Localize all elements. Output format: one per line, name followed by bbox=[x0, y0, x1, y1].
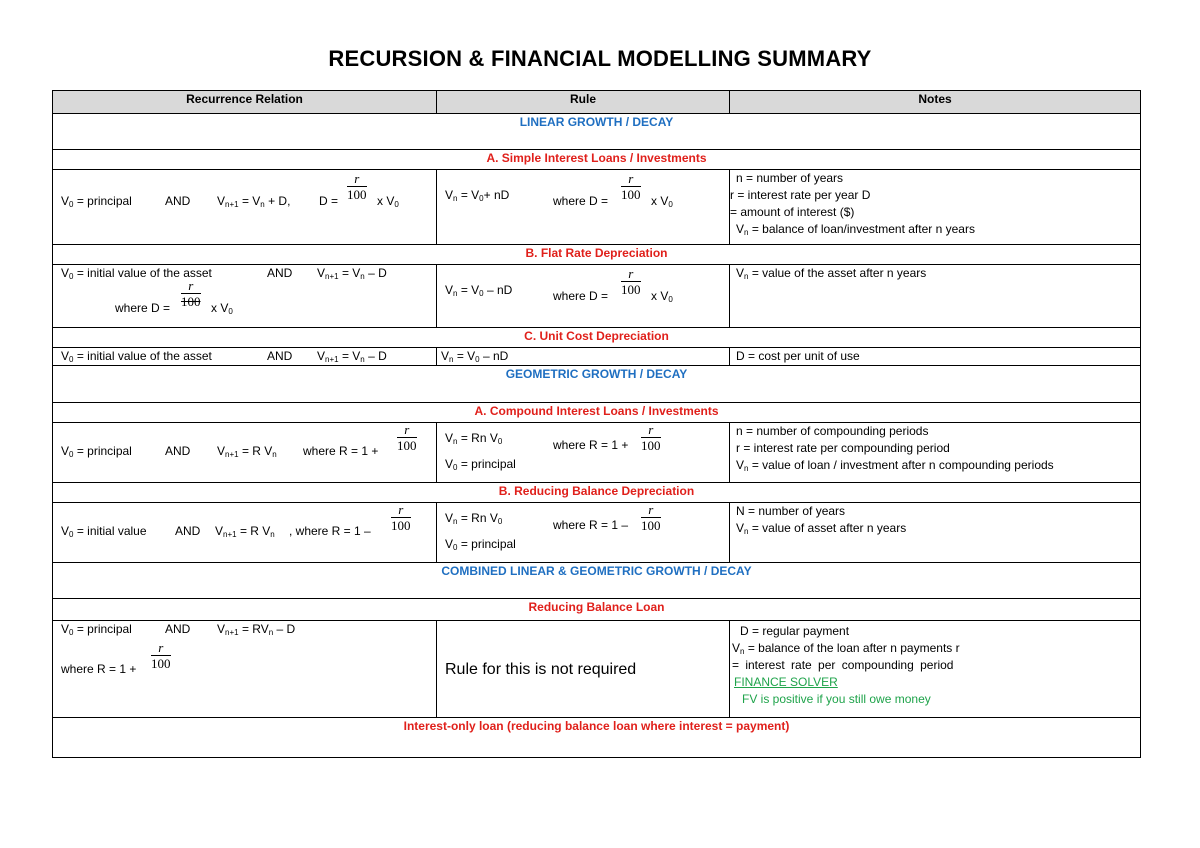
section-linear: LINEAR GROWTH / DECAY bbox=[53, 114, 1141, 150]
unit-cost-rule: $V_n = V_0$ – nD bbox=[437, 348, 730, 366]
summary-table bbox=[52, 90, 1141, 758]
heading-unit-cost: C. Unit Cost Depreciation bbox=[53, 328, 1141, 348]
simple-interest-rule: $V_n = V_0+$ nD where D = $\frac{r}{100}$ x $V_0$ bbox=[437, 170, 730, 245]
interest-only-loan: Interest-only loan (reducing balance loan where interest = payment) bbox=[53, 718, 1141, 758]
row-flat-rate bbox=[53, 265, 1141, 328]
header-notes: Notes bbox=[730, 91, 1141, 114]
flat-rate-rule: $V_n = V_0$ – nD where D = $\frac{r}{100}$ x $V_0$ bbox=[437, 265, 730, 328]
unit-cost-recurrence: $V_0$ = initial value of the asset AND $V_{n+1} = V_n - D$ bbox=[53, 348, 437, 366]
fraction-r-over-100: $\frac{r}{100}$ bbox=[397, 422, 417, 453]
row-simple-interest bbox=[53, 170, 1141, 245]
row-compound bbox=[53, 423, 1141, 483]
heading-compound: A. Compound Interest Loans / Investments bbox=[53, 403, 1141, 423]
reducing-depreciation-rule: $V_n = Rn$ $V_0$ $V_0$ = principal where R = 1 – $\frac{r}{100}$ bbox=[437, 503, 730, 563]
header-row bbox=[53, 91, 1141, 114]
header-recurrence: Recurrence Relation bbox=[53, 91, 437, 114]
fraction-r-over-100: $\frac{r}{100}$ bbox=[641, 422, 661, 453]
row-reducing-depreciation bbox=[53, 503, 1141, 563]
heading-flat-rate: B. Flat Rate Depreciation bbox=[53, 245, 1141, 265]
compound-notes: n = number of compounding periods r = interest rate per compounding period $V_n$ = value of loan / investment after n compounding periods bbox=[730, 423, 1141, 483]
finance-solver-link[interactable]: FINANCE SOLVER bbox=[734, 675, 838, 689]
compound-rule: $V_n = Rn$ $V_0$ $V_0$ = principal where R = 1 + $\frac{r}{100}$ bbox=[437, 423, 730, 483]
heading-reducing-loan: Reducing Balance Loan bbox=[53, 599, 1141, 621]
fraction-r-over-100: $\frac{r}{100}$ bbox=[181, 278, 201, 309]
fraction-r-over-100: $\frac{r}{100}$ bbox=[621, 171, 641, 202]
reducing-loan-recurrence: $V_0$ = principal AND $V_{n+1} = RV_n - D$ where R = 1 + $\frac{r}{100}$ bbox=[53, 621, 437, 718]
reducing-depreciation-notes: N = number of years $V_n$ = value of asset after n years bbox=[730, 503, 1141, 563]
reducing-loan-notes: D = regular payment $V_n$ = balance of the loan after n payments r = interest rate per compounding period FINANCE SOLVER FV is positive if you still owe money bbox=[730, 621, 1141, 718]
fraction-r-over-100: $\frac{r}{100}$ bbox=[391, 502, 411, 533]
fraction-r-over-100: $\frac{r}{100}$ bbox=[641, 502, 661, 533]
simple-interest-notes: n = number of years r = interest rate per year D = amount of interest ($) $V_n$ = balance of loan/investment after n years bbox=[730, 170, 1141, 245]
row-reducing-loan bbox=[53, 621, 1141, 718]
unit-cost-notes: D = cost per unit of use bbox=[730, 348, 1141, 366]
heading-reducing-depreciation: B. Reducing Balance Depreciation bbox=[53, 483, 1141, 503]
section-combined: COMBINED LINEAR & GEOMETRIC GROWTH / DECAY bbox=[53, 563, 1141, 599]
fraction-r-over-100: $\frac{r}{100}$ bbox=[347, 171, 367, 202]
section-geometric: GEOMETRIC GROWTH / DECAY bbox=[53, 366, 1141, 403]
fraction-r-over-100: $\frac{r}{100}$ bbox=[151, 640, 171, 671]
page-title: RECURSION & FINANCIAL MODELLING SUMMARY bbox=[328, 46, 872, 71]
row-unit-cost bbox=[53, 348, 1141, 366]
header-rule: Rule bbox=[437, 91, 730, 114]
reducing-depreciation-recurrence: $V_0$ = initial value AND $V_{n+1} = R$ $V_n$ , where R = 1 – $\frac{r}{100}$ bbox=[53, 503, 437, 563]
fraction-r-over-100: $\frac{r}{100}$ bbox=[621, 266, 641, 297]
compound-recurrence: $V_0$ = principal AND $V_{n+1} = R$ $V_n$ where R = 1 + $\frac{r}{100}$ bbox=[53, 423, 437, 483]
flat-rate-recurrence: $V_0$ = initial value of the asset AND $V_{n+1} = V_n - D$ where D = $\frac{r}{100}$ x $V_0$ bbox=[53, 265, 437, 328]
heading-simple-interest: A. Simple Interest Loans / Investments bbox=[53, 150, 1141, 170]
flat-rate-notes: $V_n$ = value of the asset after n years bbox=[730, 265, 1141, 328]
simple-interest-recurrence: $V_0$ = principal AND $V_{n+1} = V_n + D$, D = $\frac{r}{100}$ x $V_0$ bbox=[53, 170, 437, 245]
reducing-loan-rule: Rule for this is not required bbox=[437, 621, 730, 718]
